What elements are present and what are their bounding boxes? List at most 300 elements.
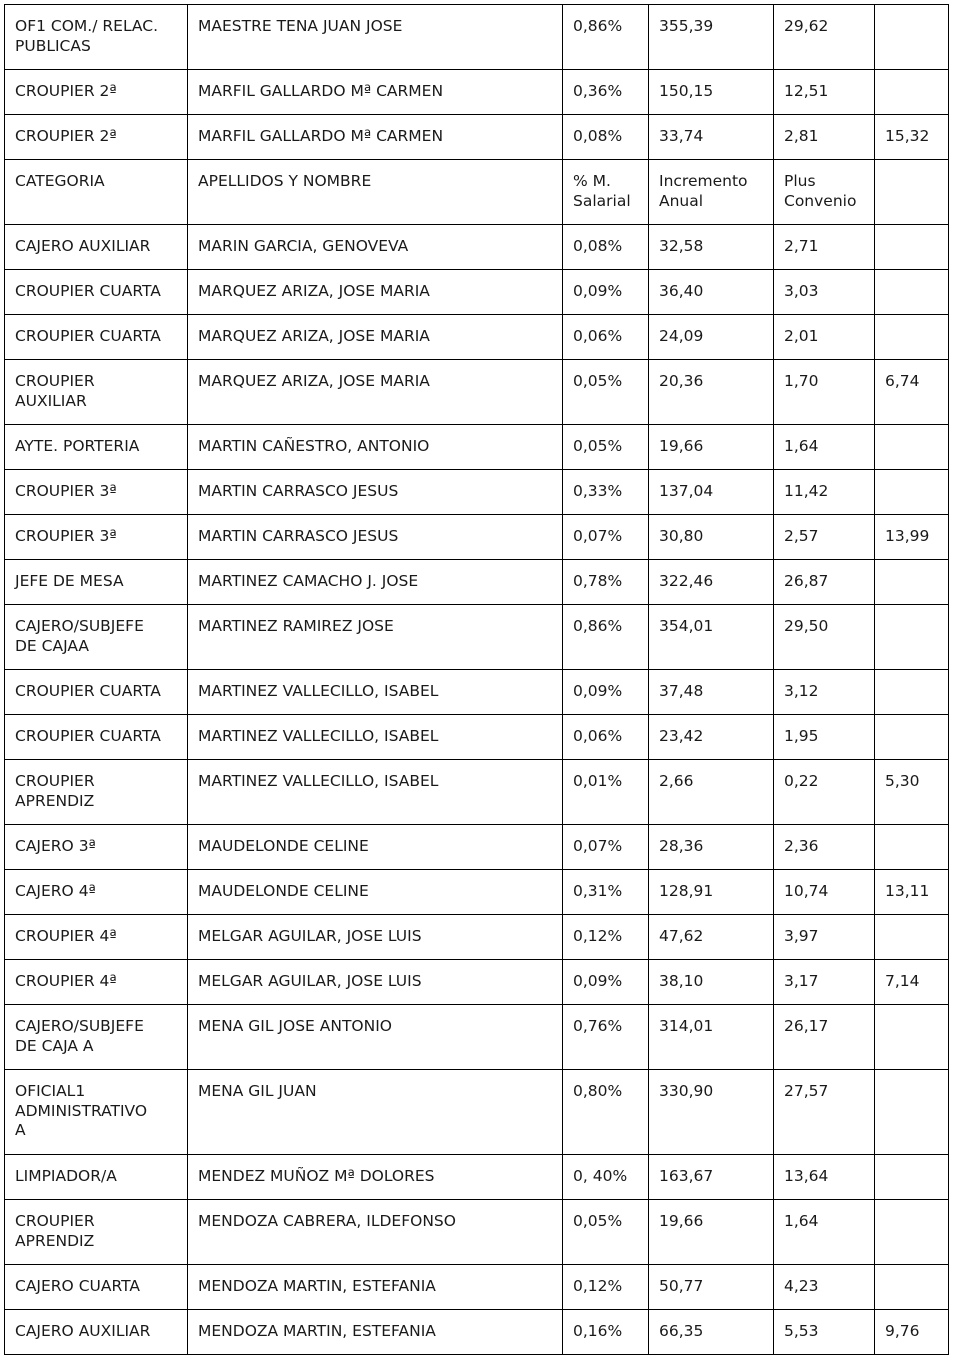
cell-text: MARTIN CARRASCO JESUS [198, 482, 399, 500]
category-cell [5, 960, 188, 1005]
cell-text: 0,06% [573, 727, 623, 745]
plus-convenio-cell [774, 315, 875, 360]
cell-text: MARQUEZ ARIZA, JOSE MARIA [198, 327, 430, 345]
category-cell [5, 1155, 188, 1200]
percent-cell [563, 5, 649, 70]
cell-line: Plus [784, 172, 816, 190]
cell-text: MENDEZ MUÑOZ Mª DOLORES [198, 1167, 435, 1185]
cell-text: 5,53 [784, 1322, 819, 1340]
name-cell [188, 270, 563, 315]
annual-increase-cell [649, 960, 774, 1005]
plus-convenio-cell [774, 425, 875, 470]
total-cell [875, 760, 949, 825]
plus-convenio-cell [774, 1070, 875, 1155]
cell-text: 150,15 [659, 82, 714, 100]
cell-text: 355,39 [659, 17, 714, 35]
total-cell [875, 5, 949, 70]
table-row [5, 360, 949, 425]
cell-line: CROUPIER CUARTA [15, 682, 161, 700]
cell-text: 0,07% [573, 527, 623, 545]
plus-convenio-cell [774, 225, 875, 270]
plus-convenio-cell [774, 1005, 875, 1070]
cell-text: 29,62 [784, 17, 829, 35]
name-cell [188, 670, 563, 715]
table-row [5, 1200, 949, 1265]
name-cell [188, 315, 563, 360]
annual-increase-cell [649, 425, 774, 470]
cell-text: 1,64 [784, 437, 819, 455]
category-cell [5, 360, 188, 425]
annual-increase-cell [649, 1070, 774, 1155]
cell-text: 9,76 [885, 1322, 920, 1340]
percent-cell [563, 1200, 649, 1265]
cell-text: MARTINEZ CAMACHO J. JOSE [198, 572, 419, 590]
plus-convenio-cell [774, 5, 875, 70]
cell-text: 0,33% [573, 482, 623, 500]
cell-text: 0,09% [573, 282, 623, 300]
cell-text: 314,01 [659, 1017, 714, 1035]
table-header-row [5, 160, 949, 225]
cell-text: 163,67 [659, 1167, 714, 1185]
name-cell [188, 605, 563, 670]
header-percent-cell [563, 160, 649, 225]
cell-text: 66,35 [659, 1322, 704, 1340]
name-cell [188, 960, 563, 1005]
total-cell [875, 1200, 949, 1265]
annual-increase-cell [649, 560, 774, 605]
category-cell [5, 515, 188, 560]
cell-text: 0,80% [573, 1082, 623, 1100]
cell-text: MARTIN CARRASCO JESUS [198, 527, 399, 545]
total-cell [875, 825, 949, 870]
category-cell [5, 315, 188, 360]
table-row [5, 5, 949, 70]
cell-text: MAUDELONDE CELINE [198, 837, 369, 855]
cell-line: Anual [659, 191, 704, 210]
name-cell [188, 1155, 563, 1200]
table-row [5, 915, 949, 960]
percent-cell [563, 960, 649, 1005]
table-row [5, 715, 949, 760]
cell-line: CROUPIER 3ª [15, 527, 117, 545]
cell-line: ADMINISTRATIVO [15, 1101, 148, 1120]
percent-cell [563, 225, 649, 270]
plus-convenio-cell [774, 605, 875, 670]
annual-increase-cell [649, 825, 774, 870]
category-cell [5, 1310, 188, 1355]
cell-text: 38,10 [659, 972, 704, 990]
plus-convenio-cell [774, 70, 875, 115]
annual-increase-cell [649, 870, 774, 915]
plus-convenio-cell [774, 360, 875, 425]
plus-convenio-cell [774, 270, 875, 315]
cell-line: CROUPIER CUARTA [15, 727, 161, 745]
category-cell [5, 1005, 188, 1070]
cell-line: CAJERO CUARTA [15, 1277, 140, 1295]
total-cell [875, 670, 949, 715]
name-cell [188, 870, 563, 915]
total-cell [875, 715, 949, 760]
annual-increase-cell [649, 270, 774, 315]
cell-line: AUXILIAR [15, 391, 87, 410]
cell-text: 2,71 [784, 237, 819, 255]
category-cell [5, 70, 188, 115]
table-row [5, 515, 949, 560]
header-plus-convenio-cell [774, 160, 875, 225]
category-cell [5, 115, 188, 160]
name-cell [188, 515, 563, 560]
cell-text: 4,23 [784, 1277, 819, 1295]
name-cell [188, 1265, 563, 1310]
table-row [5, 425, 949, 470]
percent-cell [563, 115, 649, 160]
header-total-cell [875, 160, 949, 225]
annual-increase-cell [649, 315, 774, 360]
total-cell [875, 960, 949, 1005]
annual-increase-cell [649, 760, 774, 825]
cell-text: 2,36 [784, 837, 819, 855]
total-cell [875, 1155, 949, 1200]
total-cell [875, 870, 949, 915]
cell-line: CROUPIER [15, 372, 95, 390]
category-cell [5, 670, 188, 715]
table-row [5, 960, 949, 1005]
plus-convenio-cell [774, 870, 875, 915]
cell-line: DE CAJAA [15, 636, 90, 655]
name-cell [188, 115, 563, 160]
cell-text: 50,77 [659, 1277, 704, 1295]
total-cell [875, 115, 949, 160]
cell-line: CAJERO/SUBJEFE [15, 1017, 144, 1035]
cell-line: CROUPIER 2ª [15, 127, 117, 145]
plus-convenio-cell [774, 960, 875, 1005]
table-row [5, 605, 949, 670]
cell-line: CAJERO 3ª [15, 837, 96, 855]
cell-line: CROUPIER CUARTA [15, 282, 161, 300]
category-cell [5, 470, 188, 515]
cell-line: AYTE. PORTERIA [15, 437, 140, 455]
cell-text: 0,09% [573, 972, 623, 990]
percent-cell [563, 715, 649, 760]
cell-text: 3,17 [784, 972, 819, 990]
table-row [5, 560, 949, 605]
name-cell [188, 360, 563, 425]
table-row [5, 760, 949, 825]
category-cell [5, 1200, 188, 1265]
payroll-table-body [5, 5, 949, 1355]
cell-text: 0,05% [573, 437, 623, 455]
plus-convenio-cell [774, 825, 875, 870]
annual-increase-cell [649, 115, 774, 160]
cell-text: 2,01 [784, 327, 819, 345]
category-cell [5, 225, 188, 270]
cell-text: MENA GIL JUAN [198, 1082, 317, 1100]
category-cell [5, 870, 188, 915]
annual-increase-cell [649, 670, 774, 715]
annual-increase-cell [649, 1265, 774, 1310]
cell-text: 2,57 [784, 527, 819, 545]
cell-text: 37,48 [659, 682, 704, 700]
percent-cell [563, 360, 649, 425]
annual-increase-cell [649, 605, 774, 670]
name-cell [188, 1310, 563, 1355]
cell-text: MENDOZA MARTIN, ESTEFANIA [198, 1277, 436, 1295]
name-cell [188, 70, 563, 115]
annual-increase-cell [649, 715, 774, 760]
table-row [5, 1265, 949, 1310]
cell-text: 0,22 [784, 772, 819, 790]
name-cell [188, 825, 563, 870]
name-cell [188, 425, 563, 470]
payroll-table [4, 4, 949, 1355]
cell-line: PUBLICAS [15, 36, 91, 55]
cell-text: 2,66 [659, 772, 694, 790]
cell-line: Salarial [573, 191, 631, 210]
cell-text: MAUDELONDE CELINE [198, 882, 369, 900]
cell-text: 7,14 [885, 972, 920, 990]
annual-increase-cell [649, 70, 774, 115]
cell-text: 10,74 [784, 882, 829, 900]
annual-increase-cell [649, 1005, 774, 1070]
cell-text: MARTINEZ VALLECILLO, ISABEL [198, 682, 439, 700]
percent-cell [563, 1070, 649, 1155]
category-cell [5, 915, 188, 960]
cell-text: 0,78% [573, 572, 623, 590]
total-cell [875, 360, 949, 425]
plus-convenio-cell [774, 1265, 875, 1310]
percent-cell [563, 605, 649, 670]
category-cell [5, 270, 188, 315]
annual-increase-cell [649, 225, 774, 270]
cell-line: CROUPIER 4ª [15, 972, 117, 990]
cell-line: CROUPIER [15, 1212, 95, 1230]
cell-text: 13,99 [885, 527, 930, 545]
cell-line: JEFE DE MESA [15, 572, 124, 590]
category-cell [5, 425, 188, 470]
percent-cell [563, 870, 649, 915]
total-cell [875, 1070, 949, 1155]
percent-cell [563, 915, 649, 960]
cell-line: CROUPIER [15, 772, 95, 790]
name-cell [188, 715, 563, 760]
cell-text: MELGAR AGUILAR, JOSE LUIS [198, 927, 422, 945]
cell-text: 0, 40% [573, 1167, 628, 1185]
cell-text: 19,66 [659, 1212, 704, 1230]
total-cell [875, 605, 949, 670]
cell-line: CAJERO/SUBJEFE [15, 617, 144, 635]
cell-text: 12,51 [784, 82, 829, 100]
plus-convenio-cell [774, 470, 875, 515]
cell-text: 0,76% [573, 1017, 623, 1035]
cell-text: 15,32 [885, 127, 930, 145]
percent-cell [563, 1005, 649, 1070]
total-cell [875, 1265, 949, 1310]
cell-text: MARTINEZ VALLECILLO, ISABEL [198, 727, 439, 745]
cell-line: CROUPIER CUARTA [15, 327, 161, 345]
table-row [5, 1310, 949, 1355]
cell-text: MENA GIL JOSE ANTONIO [198, 1017, 392, 1035]
cell-text: 19,66 [659, 437, 704, 455]
total-cell [875, 470, 949, 515]
cell-line: APRENDIZ [15, 791, 95, 810]
name-cell [188, 1005, 563, 1070]
cell-line: CAJERO 4ª [15, 882, 96, 900]
header-name-cell [188, 160, 563, 225]
name-cell [188, 1200, 563, 1265]
total-cell [875, 315, 949, 360]
cell-text: 36,40 [659, 282, 704, 300]
plus-convenio-cell [774, 115, 875, 160]
table-row [5, 1155, 949, 1200]
plus-convenio-cell [774, 1155, 875, 1200]
cell-line: A [15, 1121, 26, 1139]
cell-text: MARTINEZ VALLECILLO, ISABEL [198, 772, 439, 790]
cell-text: 1,64 [784, 1212, 819, 1230]
plus-convenio-cell [774, 715, 875, 760]
cell-text: MARFIL GALLARDO Mª CARMEN [198, 82, 444, 100]
cell-text: 27,57 [784, 1082, 829, 1100]
cell-text: 0,07% [573, 837, 623, 855]
cell-text: 0,12% [573, 927, 623, 945]
category-cell [5, 1265, 188, 1310]
percent-cell [563, 315, 649, 360]
total-cell [875, 425, 949, 470]
table-row [5, 870, 949, 915]
category-cell [5, 715, 188, 760]
cell-text: APELLIDOS Y NOMBRE [198, 172, 372, 190]
cell-text: 0,09% [573, 682, 623, 700]
name-cell [188, 1070, 563, 1155]
cell-text: 23,42 [659, 727, 704, 745]
total-cell [875, 1005, 949, 1070]
annual-increase-cell [649, 5, 774, 70]
plus-convenio-cell [774, 915, 875, 960]
cell-text: 3,12 [784, 682, 819, 700]
cell-text: 32,58 [659, 237, 704, 255]
annual-increase-cell [649, 470, 774, 515]
name-cell [188, 470, 563, 515]
total-cell [875, 1310, 949, 1355]
cell-text: 1,95 [784, 727, 819, 745]
cell-text: MARQUEZ ARIZA, JOSE MARIA [198, 282, 430, 300]
category-cell [5, 760, 188, 825]
cell-line: CAJERO AUXILIAR [15, 237, 151, 255]
cell-text: 322,46 [659, 572, 714, 590]
cell-text: 24,09 [659, 327, 704, 345]
total-cell [875, 225, 949, 270]
cell-text: 30,80 [659, 527, 704, 545]
category-cell [5, 1070, 188, 1155]
category-cell [5, 5, 188, 70]
cell-text: 13,64 [784, 1167, 829, 1185]
cell-text: 6,74 [885, 372, 920, 390]
cell-text: 20,36 [659, 372, 704, 390]
cell-text: 137,04 [659, 482, 714, 500]
percent-cell [563, 670, 649, 715]
percent-cell [563, 470, 649, 515]
name-cell [188, 760, 563, 825]
percent-cell [563, 560, 649, 605]
total-cell [875, 270, 949, 315]
cell-text: 26,87 [784, 572, 829, 590]
cell-text: MARIN GARCIA, GENOVEVA [198, 237, 409, 255]
name-cell [188, 225, 563, 270]
category-cell [5, 605, 188, 670]
name-cell [188, 560, 563, 605]
cell-line: OF1 COM./ RELAC. [15, 17, 159, 35]
annual-increase-cell [649, 1310, 774, 1355]
cell-line: CAJERO AUXILIAR [15, 1322, 151, 1340]
plus-convenio-cell [774, 1200, 875, 1265]
cell-text: 0,86% [573, 617, 623, 635]
percent-cell [563, 825, 649, 870]
table-row [5, 225, 949, 270]
cell-line: LIMPIADOR/A [15, 1167, 117, 1185]
table-row [5, 825, 949, 870]
cell-text: 0,08% [573, 237, 623, 255]
percent-cell [563, 70, 649, 115]
cell-line: APRENDIZ [15, 1231, 95, 1250]
cell-text: 0,12% [573, 1277, 623, 1295]
cell-text: 0,01% [573, 772, 623, 790]
table-row [5, 670, 949, 715]
cell-text: MARQUEZ ARIZA, JOSE MARIA [198, 372, 430, 390]
cell-line: DE CAJA A [15, 1036, 94, 1055]
percent-cell [563, 1310, 649, 1355]
cell-text: 2,81 [784, 127, 819, 145]
cell-text: MARTINEZ RAMIREZ JOSE [198, 617, 394, 635]
total-cell [875, 70, 949, 115]
cell-line: % M. [573, 172, 611, 190]
cell-line: CROUPIER 3ª [15, 482, 117, 500]
total-cell [875, 515, 949, 560]
cell-text: 0,86% [573, 17, 623, 35]
cell-text: MAESTRE TENA JUAN JOSE [198, 17, 403, 35]
percent-cell [563, 270, 649, 315]
category-cell [5, 825, 188, 870]
cell-text: 0,05% [573, 372, 623, 390]
cell-text: 47,62 [659, 927, 704, 945]
table-row [5, 70, 949, 115]
name-cell [188, 915, 563, 960]
cell-text: 0,31% [573, 882, 623, 900]
total-cell [875, 560, 949, 605]
cell-line: Convenio [784, 191, 857, 210]
cell-text: 1,70 [784, 372, 819, 390]
cell-text: MENDOZA MARTIN, ESTEFANIA [198, 1322, 436, 1340]
cell-text: 5,30 [885, 772, 920, 790]
table-row [5, 115, 949, 160]
cell-line: CROUPIER 2ª [15, 82, 117, 100]
table-row [5, 315, 949, 360]
cell-line: OFICIAL1 [15, 1082, 86, 1100]
cell-text: 330,90 [659, 1082, 714, 1100]
header-category-cell [5, 160, 188, 225]
plus-convenio-cell [774, 515, 875, 560]
cell-line: CATEGORIA [15, 172, 105, 190]
annual-increase-cell [649, 915, 774, 960]
annual-increase-cell [649, 515, 774, 560]
name-cell [188, 5, 563, 70]
cell-line: Incremento [659, 172, 748, 190]
cell-line: CROUPIER 4ª [15, 927, 117, 945]
cell-text: 13,11 [885, 882, 930, 900]
table-row [5, 270, 949, 315]
cell-text: 354,01 [659, 617, 714, 635]
percent-cell [563, 1155, 649, 1200]
table-row [5, 1070, 949, 1155]
total-cell [875, 915, 949, 960]
